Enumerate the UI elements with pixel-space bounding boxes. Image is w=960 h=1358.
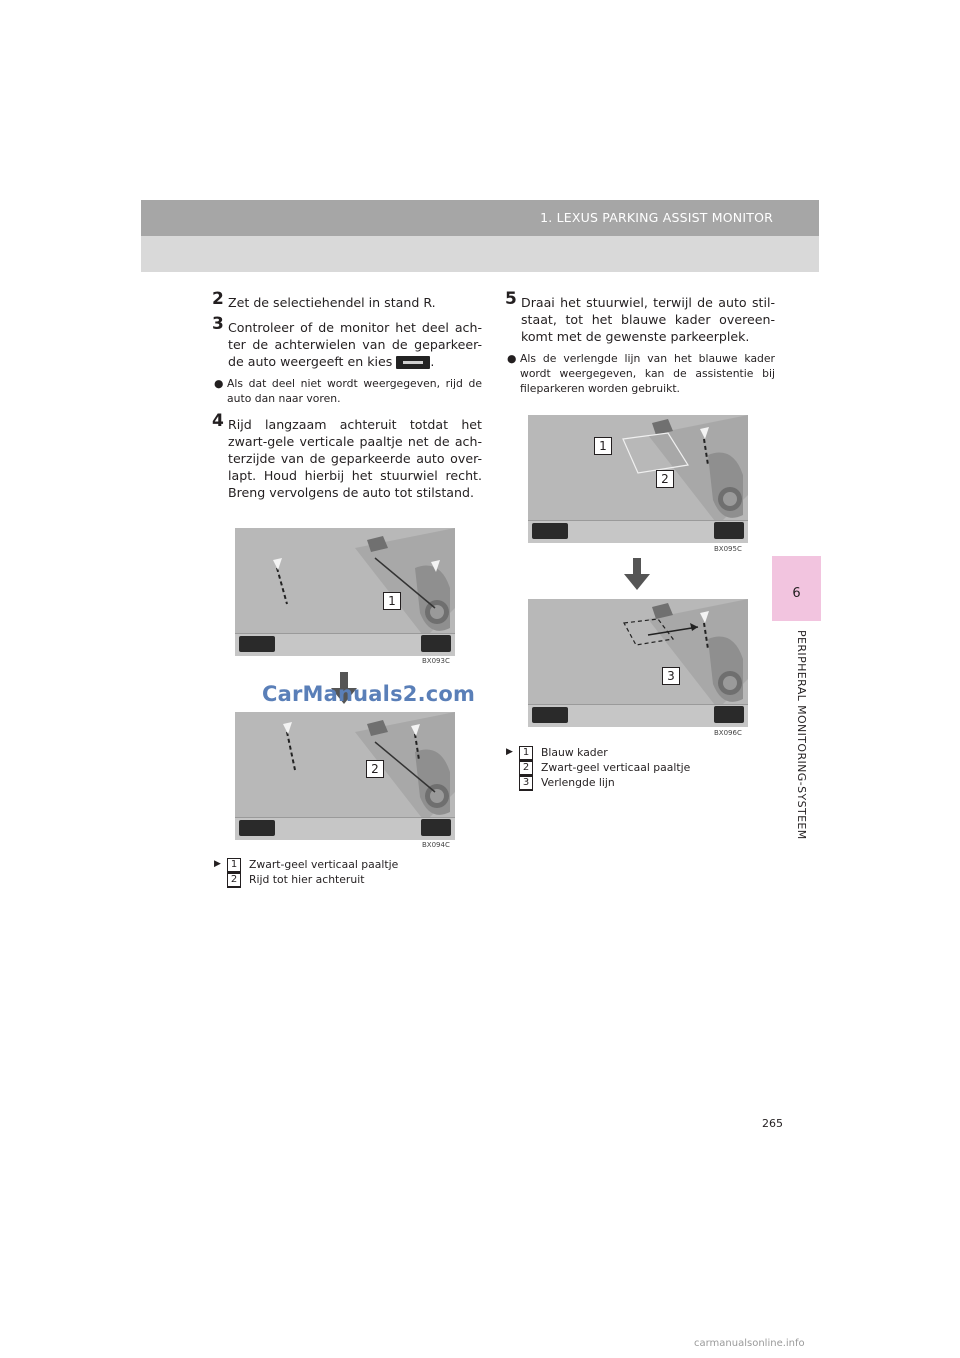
note-bullet [212,376,482,406]
page-number: 265 [762,1117,783,1130]
monitor-image-bx095c [528,415,748,543]
guide-switch-button-icon [714,706,744,723]
callout-2: 2 [656,470,674,488]
pointer-icon: ▶ [506,747,513,757]
header-band [141,200,819,236]
callout-1: 1 [383,592,401,610]
callout-3: 3 [662,667,680,685]
legend-item [517,760,690,775]
footer-watermark: carmanualsonline.info [694,1338,805,1349]
note-bullet [505,351,775,396]
assist-mode-button-icon [239,820,275,836]
chapter-title: PERIPHERAL MONITORING-SYSTEEM [795,630,808,840]
legend-text: Rijd tot hier achteruit [249,873,365,886]
legend-text: Blauw kader [541,746,608,759]
legend-number: 1 [227,858,241,873]
assist-mode-button-icon [239,636,275,652]
legend-item [506,745,690,760]
image-code: BX095C [714,545,742,553]
parking-assist-button-icon [396,356,430,369]
assist-mode-button-icon [532,523,568,539]
left-column [212,289,482,505]
step-number: 5 [505,289,517,309]
bullet-icon: ● [507,352,517,365]
legend-text: Zwart-geel verticaal paaltje [541,761,691,774]
legend-text: Zwart-geel verticaal paaltje [249,858,399,871]
legend-number: 3 [519,776,533,791]
section-title: 1. LEXUS PARKING ASSIST MONITOR [540,210,773,225]
image-code: BX096C [714,729,742,737]
right-column [505,289,775,406]
step-text: Draai het stuurwiel, terwijl de auto stil-staat, tot het blauwe kader overeen-komt met de gewenste parkeerplek. [521,295,775,344]
step-number: 2 [212,289,224,309]
step-number: 3 [212,314,224,334]
step-number: 4 [212,411,224,431]
guide-switch-button-icon [714,522,744,539]
assist-mode-button-icon [532,707,568,723]
guide-switch-button-icon [421,819,451,836]
chapter-number: 6 [792,586,801,601]
step-4 [212,411,482,501]
legend-number: 1 [519,746,533,761]
note-text: Als dat deel niet wordt weergegeven, rijd de auto dan naar voren. [227,377,482,405]
monitor-image-bx096c [528,599,748,727]
guide-switch-button-icon [421,635,451,652]
image-code: BX094C [422,841,450,849]
pointer-icon: ▶ [214,859,221,869]
callout-1: 1 [594,437,612,455]
monitor-image-bx094c [235,712,455,840]
left-legend [214,857,399,887]
step-3 [212,314,482,370]
legend-number: 2 [227,873,241,888]
chapter-tab [772,556,821,621]
step-text: Zet de selectiehendel in stand R. [228,295,436,310]
legend-item [214,857,399,872]
step-text-end: . [430,354,435,369]
watermark-text: CarManuals2.com [262,682,476,706]
note-text: Als de verlengde lijn van het blauwe kader wordt weergegeven, kan de assistentie bij fileparkeren worden gebruikt. [520,352,775,395]
right-legend [506,745,691,790]
monitor-image-bx093c [235,528,455,656]
step-text: Rijd langzaam achteruit totdat het zwart-gele verticale paaltje net de ach-terzijde van de geparkeerde auto over-lapt. Houd hierbij het stuurwiel recht. Breng vervolgens de auto tot stilstand. [228,417,482,500]
legend-item [225,872,398,887]
callout-2: 2 [366,760,384,778]
legend-text: Verlengde lijn [541,776,615,789]
step-2 [212,289,482,311]
step-text: Controleer of de monitor het deel ach-ter de achterwielen van de geparkeer-de auto weergeeft en kies [228,320,482,369]
step-5 [505,289,775,345]
bullet-icon: ● [214,377,224,390]
legend-number: 2 [519,761,533,776]
legend-item [517,775,690,790]
page-header [141,200,819,272]
image-code: BX093C [422,657,450,665]
